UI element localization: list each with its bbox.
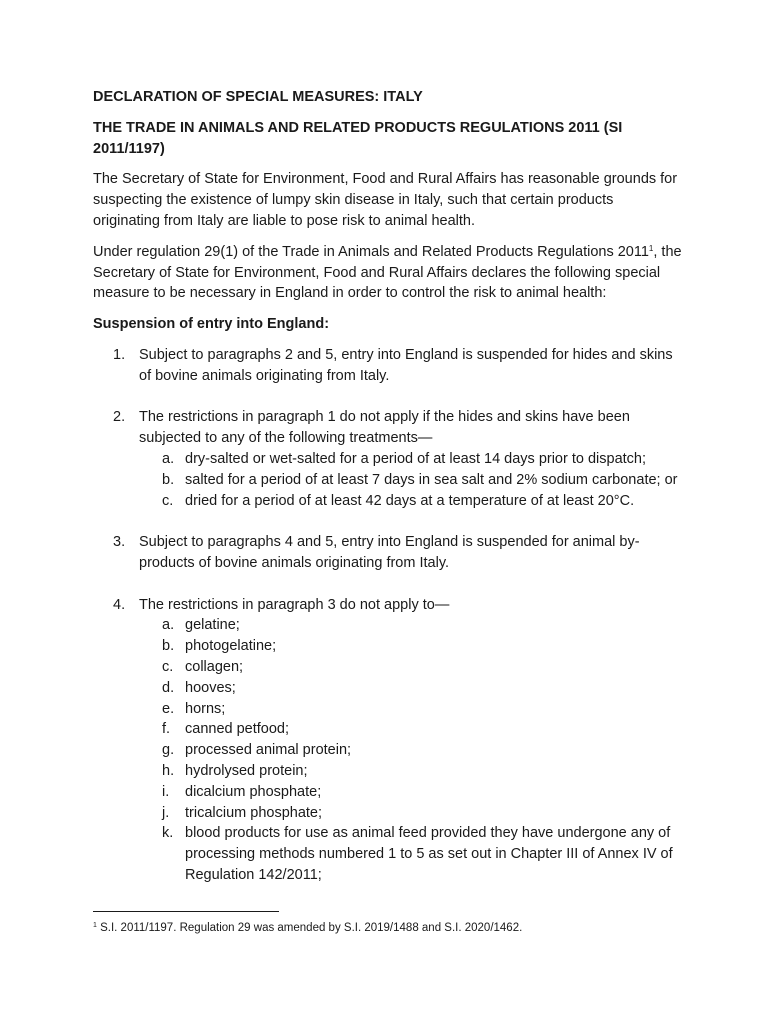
footnote-reference[interactable]: 1 (648, 243, 654, 253)
intro-paragraph: The Secretary of State for Environment, Food and Rural Affairs has reasonable grounds for suspecting the existence of lumpy skin disease in Italy, such that certain products originating from Italy are liable to pose risk to animal health. (93, 171, 678, 229)
sub-list-item (139, 699, 683, 720)
sub-list-text: horns; (185, 700, 226, 717)
footnote-divider (93, 911, 279, 912)
sub-list-item (139, 491, 683, 512)
sub-list-text: tricalcium phosphate; (185, 804, 323, 821)
list-item-text: Subject to paragraphs 2 and 5, entry into England is suspended for hides and skins of bovine animals originating from Italy. (139, 346, 673, 384)
sub-list (139, 449, 683, 511)
sub-list-item (139, 449, 683, 470)
sub-list-letter: d. (162, 679, 175, 696)
sub-list-text: gelatine; (185, 617, 240, 634)
sub-list-letter: g. (162, 742, 175, 759)
sub-list-letter: b. (162, 471, 175, 488)
sub-list (139, 615, 683, 885)
sub-list-item (139, 678, 683, 699)
sub-list-text: hydrolysed protein; (185, 762, 308, 779)
document-title: DECLARATION OF SPECIAL MEASURES: ITALY (93, 89, 423, 105)
numbered-list (93, 345, 683, 886)
footnote-mark: 1 (93, 922, 97, 929)
sub-list-letter: b. (162, 638, 175, 655)
sub-list-letter: a. (162, 450, 175, 467)
sub-list-item (139, 615, 683, 636)
sub-list-letter: j. (162, 804, 170, 821)
section-heading: Suspension of entry into England: (93, 316, 330, 333)
sub-list-item (139, 636, 683, 657)
sub-list-text: photogelatine; (185, 638, 277, 655)
sub-list-text: dicalcium phosphate; (185, 783, 322, 800)
sub-list-text: hooves; (185, 679, 236, 696)
sub-list-letter: k. (162, 825, 174, 842)
sub-list-letter: f. (162, 721, 171, 738)
regulation-text-b: , the Secretary of State for Environment, Food and Rural Affairs declares the following special measure to be necessary in England in order to control the risk to animal health: (93, 243, 682, 302)
list-item-text: The restrictions in paragraph 3 do not apply to— (139, 596, 450, 613)
sub-list-text: dried for a period of at least 42 days at a temperature of at least 20°C. (185, 492, 635, 509)
sub-list-text: processed animal protein; (185, 742, 352, 759)
sub-list-letter: c. (162, 658, 174, 675)
sub-list-item (139, 740, 683, 761)
list-item (93, 595, 683, 886)
sub-list-item (139, 761, 683, 782)
sub-list-letter: a. (162, 617, 175, 634)
sub-list-text: dry-salted or wet-salted for a period of at least 14 days prior to dispatch; (185, 450, 647, 467)
list-item (93, 345, 683, 387)
list-item-number: 4. (113, 596, 126, 613)
document-body (93, 87, 683, 906)
regulation-text-a: Under regulation 29(1) of the Trade in Animals and Related Products Regulations 2011 (93, 243, 649, 260)
sub-list-text: canned petfood; (185, 721, 290, 738)
sub-list-item (139, 470, 683, 491)
sub-list-letter: e. (162, 700, 175, 717)
list-item (93, 532, 683, 574)
sub-list-letter: i. (162, 783, 170, 800)
sub-list-item (139, 782, 683, 803)
footnote-text: S.I. 2011/1197. Regulation 29 was amended by S.I. 2019/1488 and S.I. 2020/1462. (96, 922, 523, 934)
sub-list-item (139, 803, 683, 824)
sub-list-text: blood products for use as animal feed provided they have undergone any of processing methods numbered 1 to 5 as set out in Chapter III of Annex IV of Regulation 142/2011; (185, 825, 673, 883)
sub-list-letter: h. (162, 762, 175, 779)
list-item (93, 407, 683, 511)
sub-list-item (139, 657, 683, 678)
list-item-number: 1. (113, 346, 126, 363)
sub-list-item (139, 719, 683, 740)
list-item-number: 2. (113, 409, 126, 426)
regulation-paragraph (93, 242, 683, 304)
sub-list-item (139, 823, 683, 885)
list-item-number: 3. (113, 534, 126, 551)
sub-list-letter: c. (162, 492, 174, 509)
sub-list-text: collagen; (185, 658, 244, 675)
regulation-title: THE TRADE IN ANIMALS AND RELATED PRODUCTS REGULATIONS 2011 (SI 2011/1197) (93, 119, 623, 157)
list-item-text: Subject to paragraphs 4 and 5, entry into England is suspended for animal by-products of bovine animals originating from Italy. (139, 534, 640, 571)
footnote (93, 920, 693, 936)
sub-list-text: salted for a period of at least 7 days in sea salt and 2% sodium carbonate; or (185, 471, 678, 488)
list-item-text: The restrictions in paragraph 1 do not apply if the hides and skins have been subjected to any of the following treatments— (139, 409, 630, 447)
